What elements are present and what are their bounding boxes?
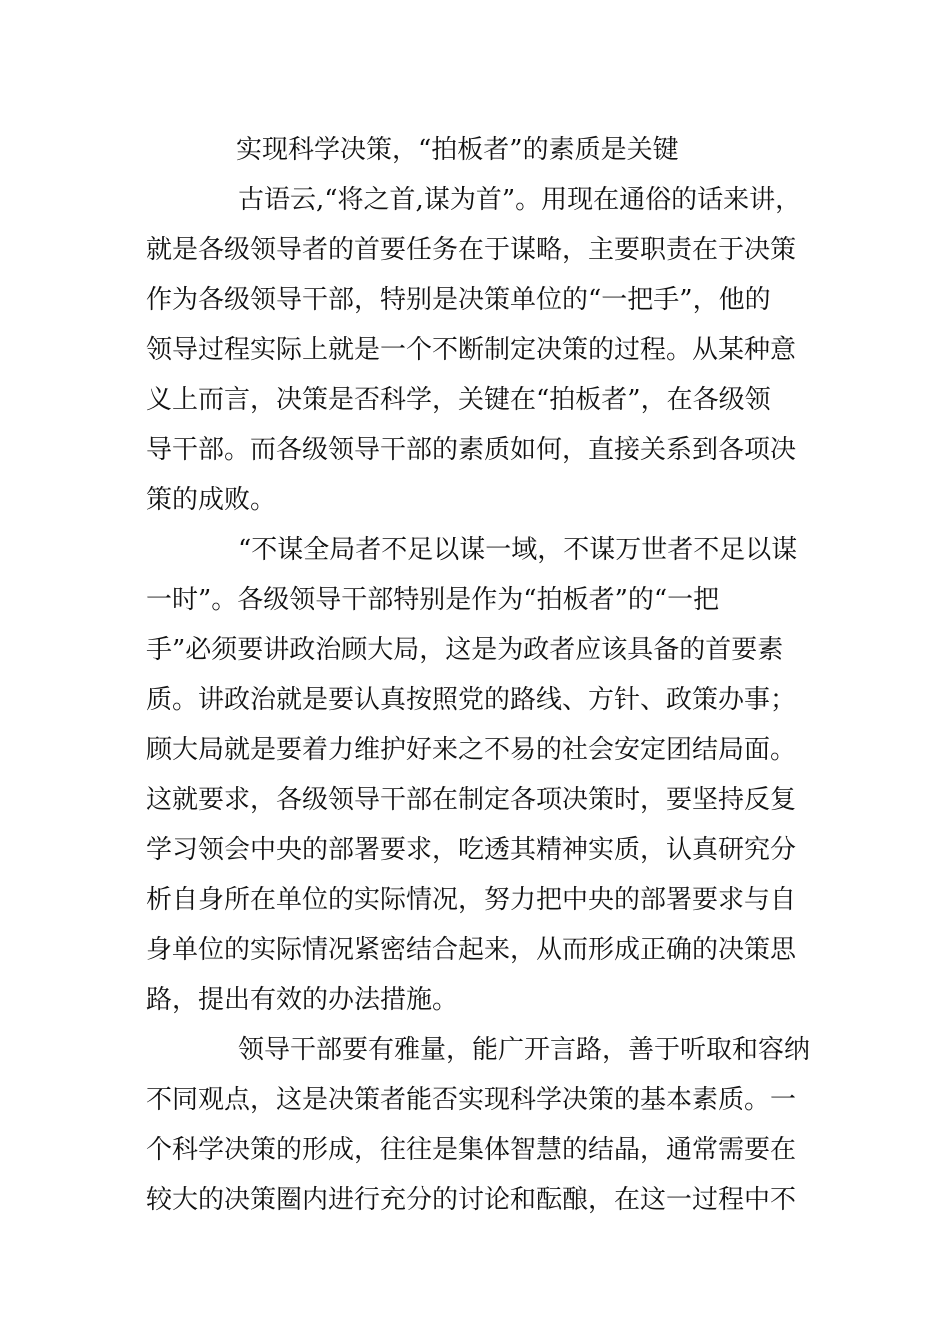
- paragraph-1-line-5: 义上而言，决策是否科学，关键在“拍板者”，在各级领: [146, 385, 771, 415]
- paragraph-2-line-10: 路，提出有效的办法措施。: [146, 985, 459, 1015]
- paragraph-1-line-1: 古语云,“将之首,谋为首”。用现在通俗的话来讲，: [238, 185, 802, 215]
- paragraph-1-line-6: 导干部。而各级领导干部的素质如何，直接关系到各项决: [146, 435, 797, 465]
- paragraph-1-line-7: 策的成败。: [146, 485, 277, 515]
- paragraph-2-line-6: 这就要求，各级领导干部在制定各项决策时，要坚持反复: [146, 785, 797, 815]
- paragraph-1-line-3: 作为各级领导干部，特别是决策单位的“一把手”，他的: [146, 285, 771, 315]
- paragraph-2-line-8: 析自身所在单位的实际情况，努力把中央的部署要求与自: [146, 885, 797, 915]
- paragraph-3-line-3: 个科学决策的形成，往往是集体智慧的结晶，通常需要在: [146, 1135, 797, 1165]
- paragraph-2-line-1: “不谋全局者不足以谋一域，不谋万世者不足以谋: [238, 535, 798, 565]
- paragraph-3-line-4: 较大的决策圈内进行充分的讨论和酝酿，在这一过程中不: [146, 1185, 797, 1215]
- paragraph-1-line-2: 就是各级领导者的首要任务在于谋略，主要职责在于决策: [146, 235, 797, 265]
- paragraph-2-line-2: 一时”。各级领导干部特别是作为“拍板者”的“一把: [146, 585, 720, 615]
- paragraph-3-line-1: 领导干部要有雅量，能广开言路，善于听取和容纳: [238, 1035, 811, 1065]
- paragraph-3-line-2: 不同观点，这是决策者能否实现科学决策的基本素质。一: [146, 1085, 797, 1115]
- document-title: 实现科学决策，“拍板者”的素质是关键: [236, 135, 679, 165]
- paragraph-2-line-9: 身单位的实际情况紧密结合起来，从而形成正确的决策思: [146, 935, 797, 965]
- paragraph-2-line-7: 学习领会中央的部署要求，吃透其精神实质，认真研究分: [146, 835, 797, 865]
- paragraph-2-line-4: 质。讲政治就是要认真按照党的路线、方针、政策办事；: [146, 685, 797, 715]
- paragraph-1-line-4: 领导过程实际上就是一个不断制定决策的过程。从某种意: [146, 335, 797, 365]
- paragraph-2-line-3: 手”必须要讲政治顾大局，这是为政者应该具备的首要素: [146, 635, 784, 665]
- paragraph-2-line-5: 顾大局就是要着力维护好来之不易的社会安定团结局面。: [146, 735, 797, 765]
